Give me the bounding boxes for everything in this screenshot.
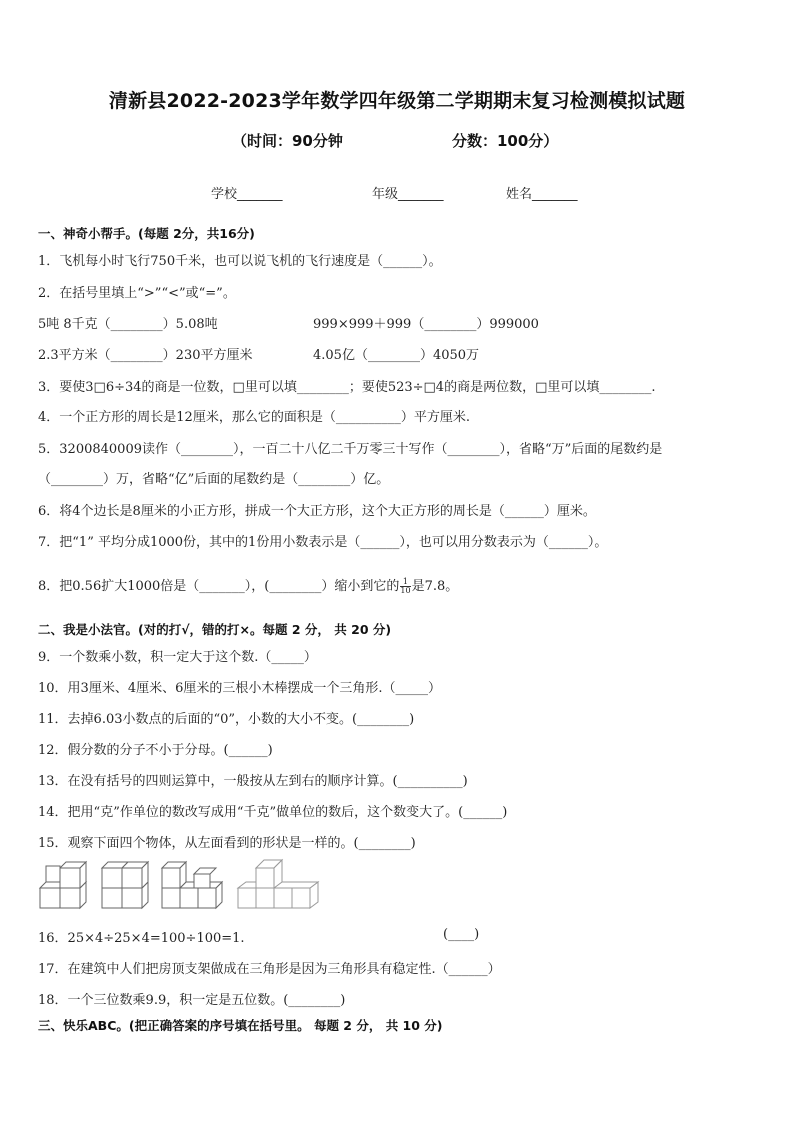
fraction-numerator: 1 — [400, 578, 410, 587]
section-1-heading: 一、神奇小帮手。(每题 2分，共16分) — [38, 226, 255, 241]
question-7: 7．把“1” 平均分成1000份，其中的1份用小数表示是（______），也可以用分数表示为（______）。 — [38, 535, 608, 550]
question-2b: 999×999＋999（________）999000 — [313, 317, 539, 332]
question-2d: 4.05亿（________）4050万 — [313, 348, 480, 363]
question-13: 13．在没有括号的四则运算中，一般按从左到右的顺序计算。(__________) — [38, 774, 468, 789]
section-2-heading: 二、我是小法官。(对的打√，错的打×。每题 2 分， 共 20 分) — [38, 622, 392, 637]
exam-score: 分数：100分） — [452, 132, 559, 150]
cube-figure-2 — [102, 862, 148, 908]
name-field: 姓名_______ — [506, 187, 578, 202]
cube-figure-1 — [40, 862, 86, 908]
question-12: 12．假分数的分子不小于分母。(______) — [38, 743, 273, 758]
page-title: 清新县2022-2023学年数学四年级第二学期期末复习检测模拟试题 — [108, 90, 686, 112]
question-18: 18．一个三位数乘9.9，积一定是五位数。(________) — [38, 993, 346, 1008]
question-16: 16．25×4÷25×4=100÷100=1. — [38, 931, 245, 946]
question-10: 10．用3厘米、4厘米、6厘米的三根小木棒摆成一个三角形.（_____） — [38, 681, 441, 696]
question-4: 4．一个正方形的周长是12厘米，那么它的面积是（__________）平方厘米. — [38, 410, 470, 425]
question-2a: 5吨 8千克（________）5.08吨 — [38, 317, 218, 332]
cube-figures — [38, 856, 328, 916]
question-2: 2．在括号里填上“>”“<”或“=”。 — [38, 286, 236, 301]
question-5-line-1: 5．3200840009读作（________），一百二十八亿二千万零三十写作（________），省略“万”后面的尾数约是 — [38, 442, 663, 457]
cube-figure-4 — [238, 860, 318, 908]
fraction-one-tenth — [400, 578, 410, 595]
question-8-text-a: 8．把0.56扩大1000倍是（_______），(________）缩小到它的 — [38, 579, 400, 594]
question-6: 6．将4个边长是8厘米的小正方形，拼成一个大正方形，这个大正方形的周长是（______）厘米。 — [38, 504, 596, 519]
section-3-heading: 三、快乐ABC。(把正确答案的序号填在括号里。 每题 2 分， 共 10 分) — [38, 1018, 443, 1033]
question-8 — [38, 575, 458, 595]
fraction-denominator: 10 — [400, 586, 411, 595]
exam-time: （时间：90分钟 — [232, 132, 343, 150]
question-16-answer: (____) — [443, 927, 480, 942]
question-11: 11．去掉6.03小数点的后面的“0”，小数的大小不变。(________) — [38, 712, 415, 727]
question-15: 15．观察下面四个物体，从左面看到的形状是一样的。(________) — [38, 836, 416, 851]
school-field: 学校_______ — [211, 187, 283, 202]
question-9: 9．一个数乘小数，积一定大于这个数.（_____） — [38, 650, 317, 665]
question-8-text-b: 是7.8。 — [411, 579, 459, 594]
question-2c: 2.3平方米（________）230平方厘米 — [38, 348, 253, 363]
question-5-line-2: （________）万，省略“亿”后面的尾数约是（________）亿。 — [38, 472, 390, 487]
question-17: 17．在建筑中人们把房顶支架做成在三角形是因为三角形具有稳定性.（______） — [38, 962, 501, 977]
question-1: 1．飞机每小时飞行750千米，也可以说飞机的飞行速度是（______）。 — [38, 254, 442, 269]
cube-figure-3 — [162, 862, 222, 908]
question-3: 3．要使3□6÷34的商是一位数，□里可以填________；要使523÷□4的商是两位数，□里可以填________. — [38, 380, 656, 395]
grade-field: 年级_______ — [372, 187, 444, 202]
question-14: 14．把用“克”作单位的数改写成用“千克”做单位的数后，这个数变大了。(______) — [38, 805, 508, 820]
